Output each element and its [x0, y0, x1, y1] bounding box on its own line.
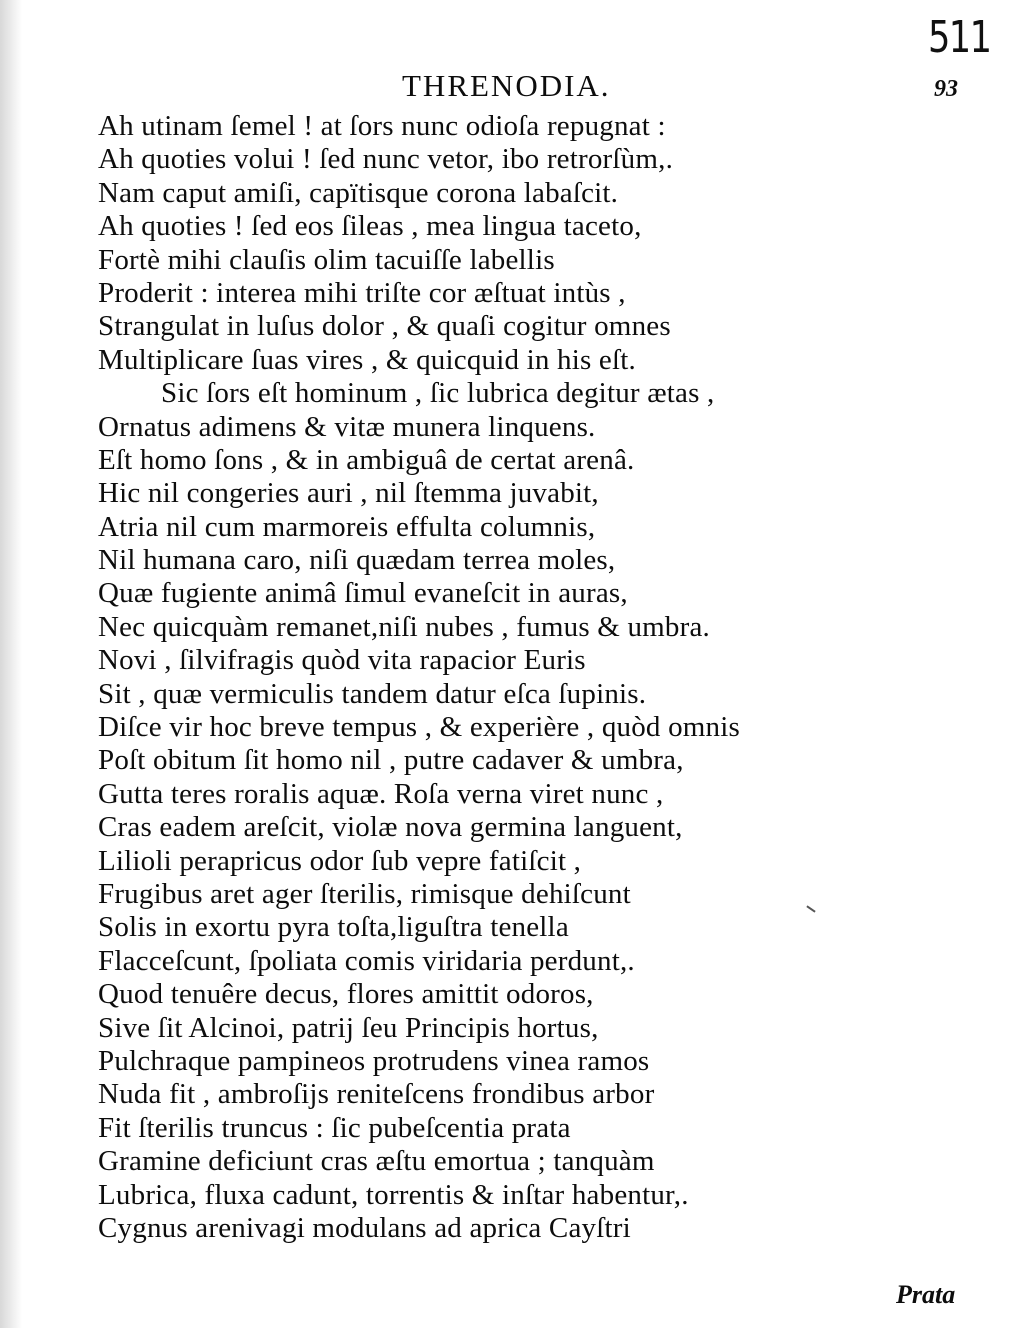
verse-line: Multiplicare ſuas vires , & quicquid in his eſt.	[98, 343, 636, 376]
verse-line: Nec quicquàm remanet,niſi nubes , fumus & umbra.	[98, 610, 711, 643]
verse-line: Novi , ſilvifragis quòd vita rapacior Euris	[98, 644, 586, 677]
verse-line: Fortè mihi clauſis olim tacuiſſe labellis	[98, 243, 555, 276]
verse-body	[98, 110, 998, 1245]
catalog-mark: 511	[928, 12, 991, 63]
verse-line: Sit , quæ vermiculis tandem datur eſca ſupinis.	[98, 677, 647, 710]
verse-line: Nam caput amiſi, capïtisque corona labaſcit.	[98, 176, 619, 209]
running-title: THRENODIA.	[402, 68, 611, 103]
verse-line: Pulchraque pampineos protrudens vinea ramos	[98, 1044, 650, 1077]
verse-line: Nuda fit , ambroſijs reniteſcens frondibus arbor	[98, 1078, 655, 1111]
catchword: Prata	[896, 1280, 956, 1309]
verse-line: Ornatus adimens & vitæ munera linquens.	[98, 410, 596, 443]
verse-line: Gutta teres roralis aquæ. Roſa verna viret nunc ,	[98, 777, 664, 810]
verse-line: Cras eadem areſcit, violæ nova germina languent,	[98, 811, 683, 844]
verse-line: Poſt obitum ſit homo nil , putre cadaver & umbra,	[98, 744, 684, 777]
verse-line: Lubrica, fluxa cadunt, torrentis & inſtar habentur,.	[98, 1178, 689, 1211]
verse-line: Nil humana caro, niſi quædam terrea moles,	[98, 544, 616, 577]
verse-line: Ah utinam ſemel ! at ſors nunc odioſa repugnat :	[98, 110, 666, 142]
verse-line: Solis in exortu pyra toſta,liguſtra tenella	[98, 911, 569, 944]
verse-line: Quod tenuêre decus, flores amittit odoros,	[98, 978, 594, 1011]
page-number: 93	[934, 76, 958, 102]
verse-line: Eſt homo ſons , & in ambiguâ de certat arenâ.	[98, 443, 635, 476]
verse-line: Strangulat in luſus dolor , & quaſi cogitur omnes	[98, 310, 671, 343]
verse-line: Flacceſcunt, ſpoliata comis viridaria perdunt,.	[98, 944, 635, 977]
verse-line: Ah quoties volui ! ſed nunc vetor, ibo retrorſùm,.	[98, 143, 674, 176]
verse-line: Atria nil cum marmoreis effulta columnis,	[98, 510, 596, 543]
verse-line: Proderit : interea mihi triſte cor æſtuat intùs ,	[98, 276, 626, 309]
verse-line: Ah quoties ! ſed eos ſileas , mea lingua taceto,	[98, 210, 642, 243]
verse-line: Frugibus aret ager ſterilis, rimisque dehiſcunt	[98, 877, 631, 910]
page-edge-shadow	[0, 0, 22, 1328]
verse-line: Sive ſit Alcinoi, patrij ſeu Principis hortus,	[98, 1011, 599, 1044]
verse-line: Lilioli perapricus odor ſub vepre fatiſcit ,	[98, 844, 582, 877]
verse-line: Cygnus arenivagi modulans ad aprica Cayſtri	[98, 1211, 631, 1244]
verse-line: Quæ fugiente animâ ſimul evaneſcit in auras,	[98, 577, 628, 610]
verse-line: Sic ſors eſt hominum , ſic lubrica degitur ætas ,	[161, 377, 715, 410]
verse-line: Fit ſterilis truncus : ſic pubeſcentia prata	[98, 1111, 571, 1144]
verse-line: Gramine deficiunt cras æſtu emortua ; tanquàm	[98, 1145, 655, 1178]
verse-line: Diſce vir hoc breve tempus , & experière , quòd omnis	[98, 711, 740, 744]
verse-line: Hic nil congeries auri , nil ſtemma juvabit,	[98, 477, 599, 510]
